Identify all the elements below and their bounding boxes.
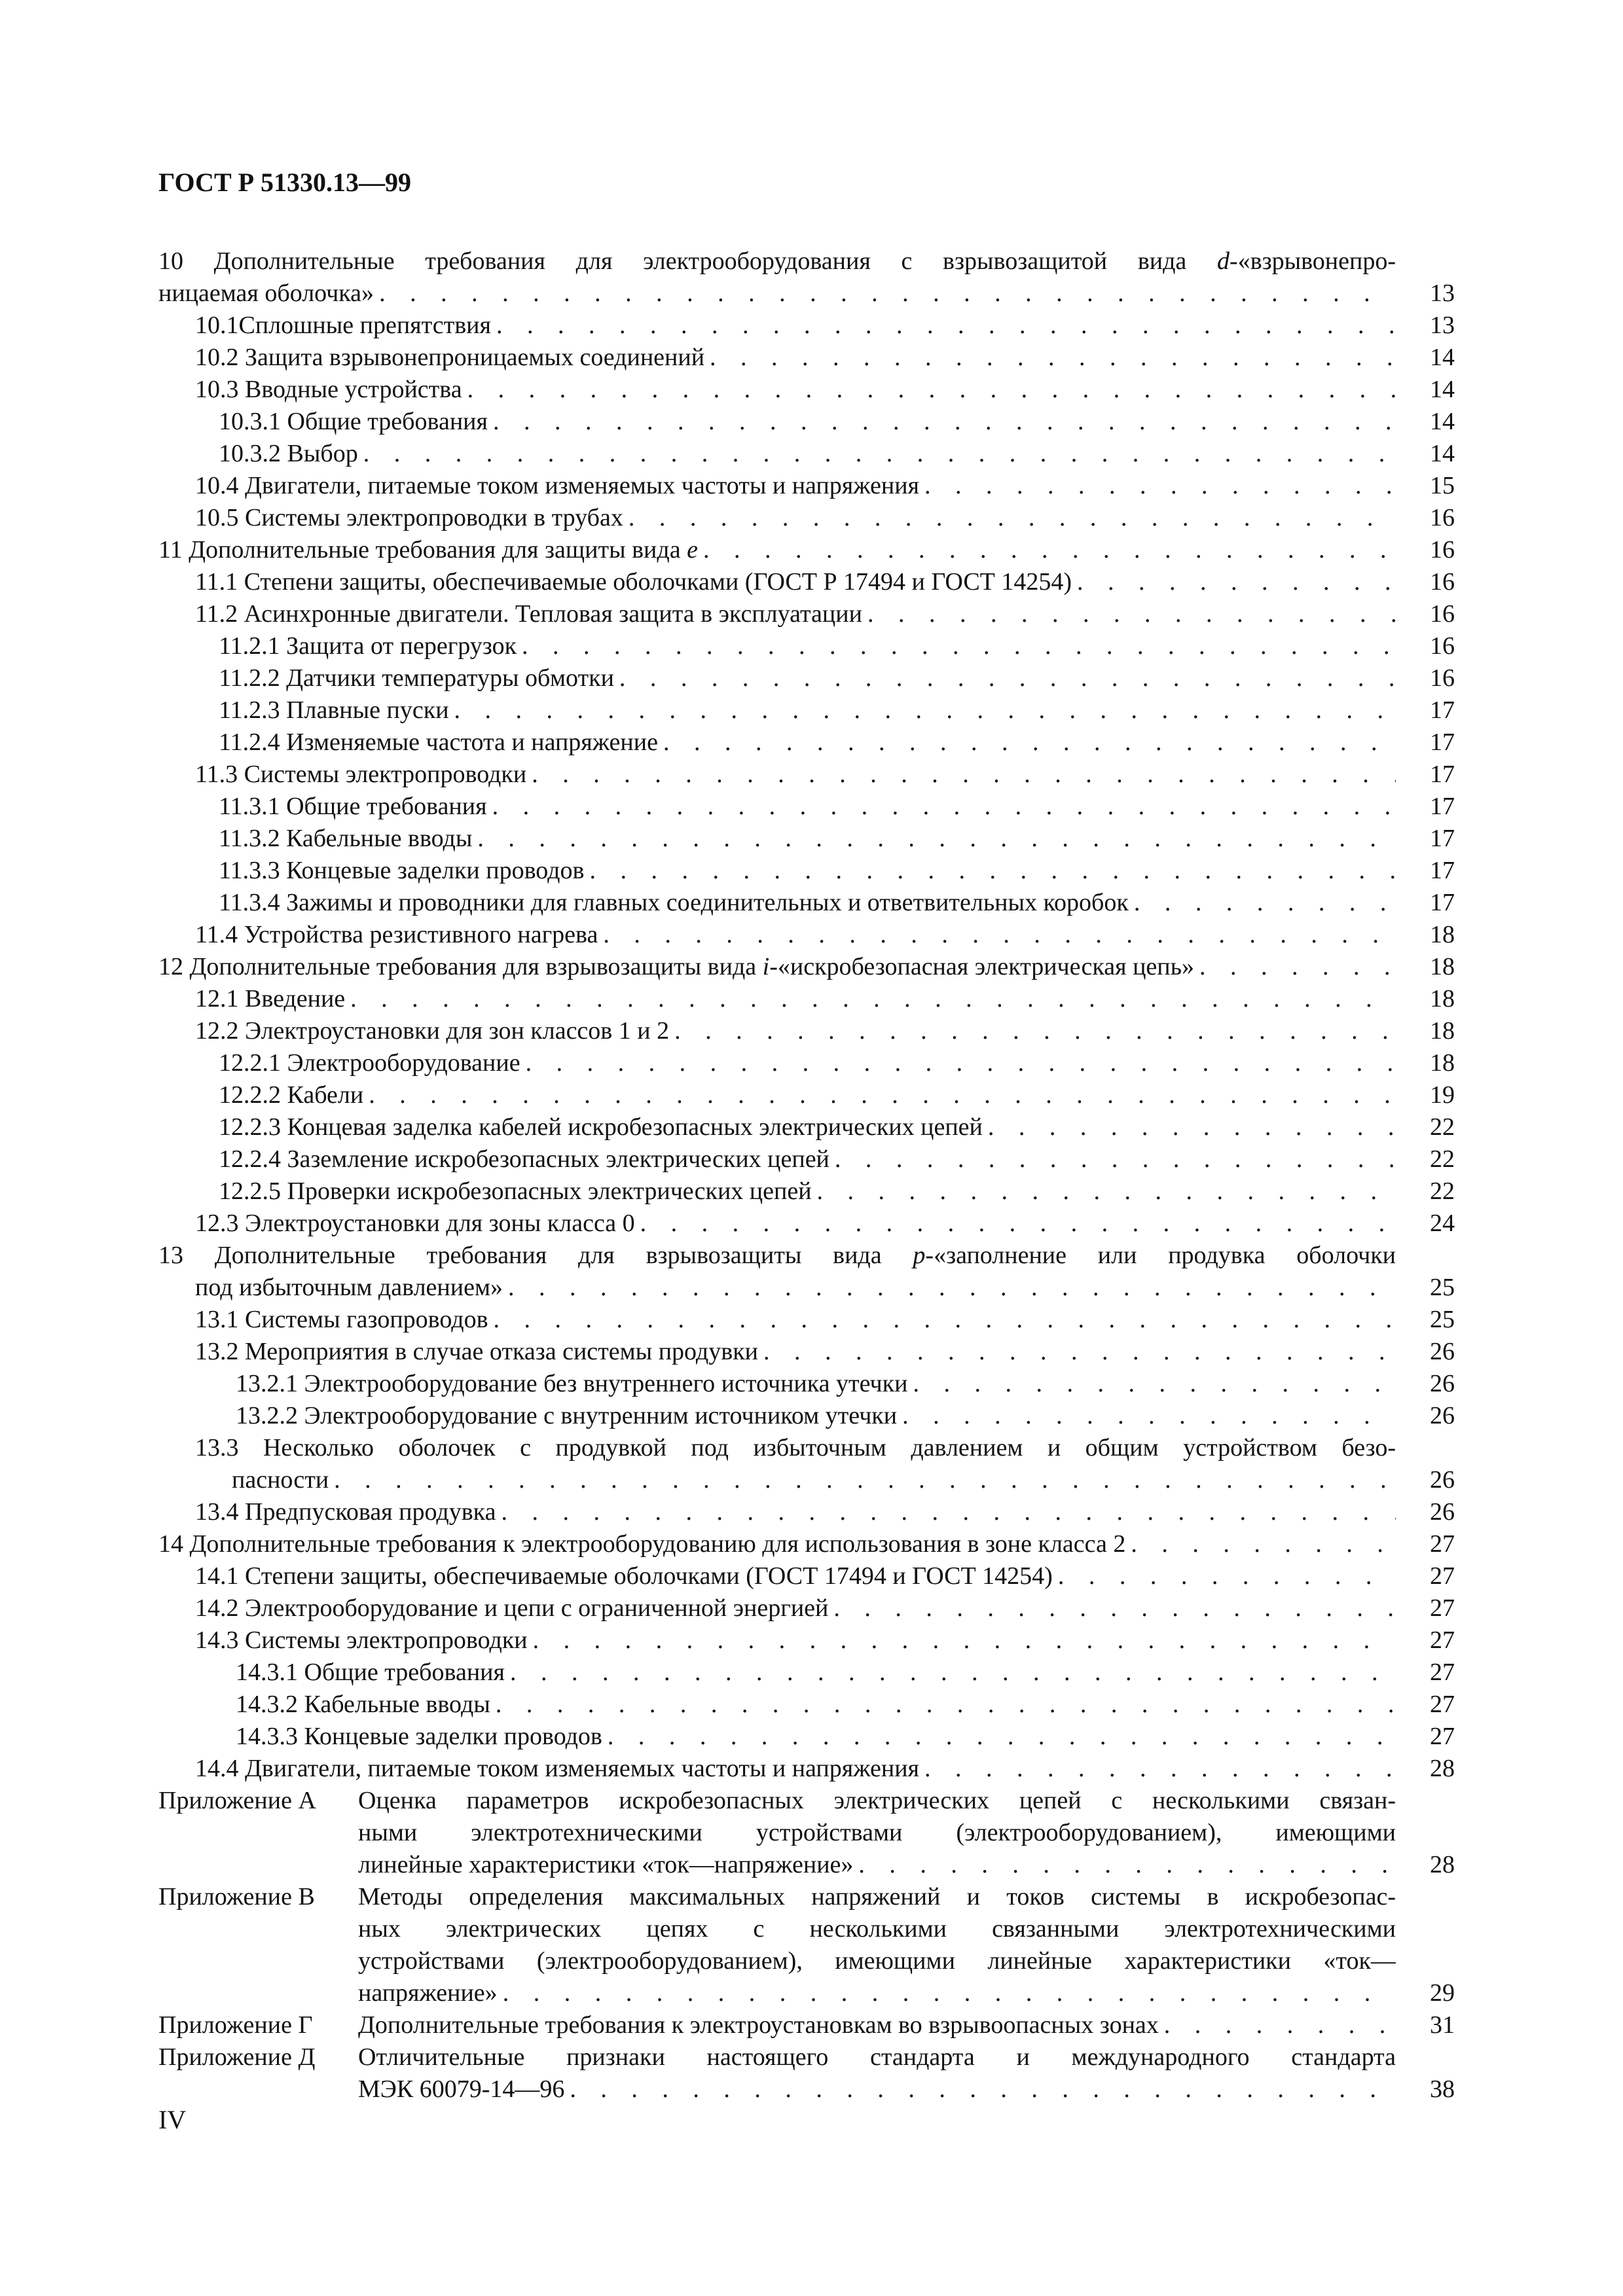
toc-entry[interactable] [158, 1111, 1455, 1143]
dot-leader [758, 1336, 1396, 1368]
toc-entry[interactable] [158, 1496, 1455, 1528]
toc-entry[interactable] [158, 1721, 1455, 1753]
toc-page-number: 18 [1430, 1017, 1455, 1045]
dot-leader [830, 1143, 1396, 1175]
toc-entry[interactable] [158, 502, 1455, 534]
dot-leader [517, 630, 1396, 662]
toc-page-number: 27 [1430, 1659, 1455, 1686]
toc-page-number: 14 [1430, 344, 1455, 371]
toc-entry-title: Дополнительные требования к электроустановкам во взрывоопасных зонах [358, 2011, 1159, 2039]
toc-page-number: 27 [1430, 1530, 1455, 1558]
toc-entry[interactable] [158, 983, 1455, 1015]
dot-leader [812, 1175, 1396, 1208]
toc-entry[interactable] [158, 310, 1455, 342]
toc-page-number: 17 [1430, 825, 1455, 852]
toc-entry-title: 10.3.1 Общие требования [219, 408, 488, 435]
toc-page-number: 17 [1430, 793, 1455, 820]
toc-entry-title: 12 Дополнительные требования для взрывозащиты вида i-«искробезопасная электрическая цепь» [158, 953, 1194, 980]
appendix-label: Приложение А [158, 1787, 316, 1814]
toc-entry-title: под избыточным давлением» [195, 1274, 503, 1301]
dot-leader [329, 1464, 1396, 1496]
toc-entry-title: 10.5 Системы электропроводки в трубах [195, 504, 623, 531]
toc-entry[interactable] [158, 726, 1455, 759]
toc-entry[interactable] [158, 662, 1455, 694]
toc-entry[interactable] [158, 1143, 1455, 1175]
toc-entry[interactable] [158, 245, 1455, 310]
toc-page-number: 16 [1430, 536, 1455, 564]
toc-page-number: 31 [1430, 2011, 1455, 2039]
toc-page-number: 16 [1430, 664, 1455, 692]
toc-entry-text: Методы определения максимальных напряжений и токов системы в искробезопас- [358, 1883, 1396, 1910]
toc-entry-title: 14 Дополнительные требования к электрооборудованию для использования в зоне класса 2 [158, 1530, 1126, 1558]
toc-entry-title: 12.2 Электроустановки для зон классов 1 и 2 [195, 1017, 670, 1045]
dot-leader [488, 406, 1396, 438]
dot-leader [862, 598, 1396, 630]
toc-entry[interactable] [158, 1047, 1455, 1079]
dot-leader [1072, 566, 1396, 598]
toc-page-number: 16 [1430, 568, 1455, 596]
toc-entry[interactable] [158, 630, 1455, 662]
toc-page-number: 26 [1430, 1370, 1455, 1397]
dot-leader [520, 1047, 1396, 1079]
appendix-entry[interactable] [158, 2041, 1455, 2106]
dot-leader [658, 726, 1396, 759]
toc-entry[interactable] [158, 887, 1455, 919]
toc-entry[interactable] [158, 759, 1455, 791]
toc-entry[interactable] [158, 1753, 1455, 1785]
appendix-entry[interactable] [158, 1881, 1455, 2009]
toc-entry[interactable] [158, 1336, 1455, 1368]
dot-leader [487, 791, 1396, 823]
dot-leader [635, 1208, 1396, 1240]
toc-page-number: 22 [1430, 1177, 1455, 1205]
toc-entry-title: 10.3 Вводные устройства [195, 376, 462, 403]
dot-leader [598, 919, 1396, 951]
toc-entry-title: 11.3 Системы электропроводки [195, 761, 527, 788]
toc-page-number: 26 [1430, 1402, 1455, 1429]
toc-entry[interactable] [158, 1175, 1455, 1208]
dot-leader [503, 1272, 1396, 1304]
dot-leader [614, 662, 1396, 694]
toc-entry-text: 13.3 Несколько оболочек с продувкой под избыточным давлением и общим устройством безо- [195, 1434, 1396, 1462]
dot-leader [584, 855, 1396, 887]
toc-entry-title: 12.2.5 Проверки искробезопасных электрических цепей [219, 1177, 812, 1205]
toc-entry-title: 10.2 Защита взрывонепроницаемых соединений [195, 344, 705, 371]
toc-entry[interactable] [158, 1560, 1455, 1592]
toc-page-number: 15 [1430, 472, 1455, 499]
toc-entry[interactable] [158, 1432, 1455, 1496]
dot-leader [919, 1753, 1396, 1785]
toc-entry-title: 14.3 Системы электропроводки [195, 1626, 528, 1654]
dot-leader [669, 1015, 1396, 1047]
dot-leader [505, 1657, 1396, 1689]
toc-entry[interactable] [158, 1592, 1455, 1624]
toc-page-number: 27 [1430, 1691, 1455, 1718]
toc-page-number: 16 [1430, 504, 1455, 531]
dot-leader [698, 534, 1396, 566]
toc-entry[interactable] [158, 1208, 1455, 1240]
dot-leader [623, 502, 1396, 534]
toc-entry-title: МЭК 60079-14—96 [358, 2075, 565, 2103]
toc-entry[interactable] [158, 694, 1455, 726]
toc-entry-title: 11.2.2 Датчики температуры обмотки [219, 664, 614, 692]
toc-entry-title: 12.2.2 Кабели [219, 1081, 364, 1109]
toc-entry[interactable] [158, 1079, 1455, 1111]
toc-entry[interactable] [158, 1624, 1455, 1657]
dot-leader [1129, 887, 1396, 919]
dot-leader [490, 1689, 1396, 1721]
toc-entry[interactable] [158, 1657, 1455, 1689]
toc-entry-title: 14.3.3 Концевые заделки проводов [236, 1723, 602, 1750]
toc-page-number: 22 [1430, 1145, 1455, 1173]
appendix-label: Приложение В [158, 1883, 315, 1910]
toc-page-number: 27 [1430, 1723, 1455, 1750]
appendix-entry[interactable] [158, 1785, 1455, 1881]
toc-entry-title: 12.2.3 Концевая заделка кабелей искробезопасных электрических цепей [219, 1113, 983, 1141]
toc-page-number: 14 [1430, 440, 1455, 467]
dot-leader [363, 1079, 1396, 1111]
toc-entry-title: 13.2.1 Электрооборудование без внутреннего источника утечки [236, 1370, 908, 1397]
dot-leader [1053, 1560, 1396, 1592]
toc-page-number: 27 [1430, 1562, 1455, 1590]
appendix-label: Приложение Г [158, 2011, 313, 2039]
dot-leader [919, 470, 1396, 502]
toc-entry-title: 14.1 Степени защиты, обеспечиваемые оболочками (ГОСТ 17494 и ГОСТ 14254) [195, 1562, 1053, 1590]
toc-entry[interactable] [158, 406, 1455, 438]
toc-entry[interactable] [158, 598, 1455, 630]
dot-leader [462, 374, 1396, 406]
appendix-entry[interactable] [158, 2009, 1455, 2041]
toc-page-number: 25 [1430, 1306, 1455, 1333]
dot-leader [374, 278, 1396, 310]
toc-page-number: 18 [1430, 953, 1455, 980]
toc-page-number: 27 [1430, 1594, 1455, 1622]
toc-entry-title: напряжение» [358, 1979, 498, 2007]
document-header: ГОСТ Р 51330.13—99 [158, 168, 412, 197]
toc-entry[interactable] [158, 470, 1455, 502]
toc-page-number: 28 [1430, 1851, 1455, 1878]
toc-page-number: 16 [1430, 632, 1455, 660]
toc-entry-text: 10 Дополнительные требования для электрооборудования с взрывозащитой вида d-«взрывонепро- [158, 247, 1396, 275]
dot-leader [488, 1304, 1396, 1336]
toc-page-number: 26 [1430, 1498, 1455, 1526]
toc-entry-title: 11.3.4 Зажимы и проводники для главных соединительных и ответвительных коробок [219, 889, 1129, 916]
toc-page-number: 17 [1430, 696, 1455, 724]
toc-entry[interactable] [158, 1400, 1455, 1432]
toc-entry-title: 11.3.2 Кабельные вводы [219, 825, 473, 852]
toc-entry[interactable] [158, 534, 1455, 566]
toc-entry-text: устройствами (электрооборудованием), имеющими линейные характеристики «ток— [358, 1947, 1396, 1975]
toc-page-number: 28 [1430, 1755, 1455, 1782]
dot-leader [828, 1592, 1396, 1624]
toc-entry-title: 13.4 Предпусковая продувка [195, 1498, 496, 1526]
toc-entry-title: 12.3 Электроустановки для зоны класса 0 [195, 1210, 635, 1237]
toc-entry-text: ными электротехническими устройствами (электрооборудованием), имеющими [358, 1819, 1396, 1846]
toc-page-number: 24 [1430, 1210, 1455, 1237]
dot-leader [1159, 2009, 1396, 2041]
toc-entry-title: 14.2 Электрооборудование и цепи с ограниченной энергией [195, 1594, 829, 1622]
toc-entry[interactable] [158, 374, 1455, 406]
toc-entry[interactable] [158, 1689, 1455, 1721]
toc-page-number: 25 [1430, 1274, 1455, 1301]
toc-entry-text: Отличительные признаки настоящего стандарта и международного стандарта [358, 2043, 1396, 2071]
toc-entry-text: 13 Дополнительные требования для взрывозащиты вида p-«заполнение или продувка оболочки [158, 1242, 1396, 1269]
toc-entry-title: 11.4 Устройства резистивного нагрева [195, 921, 598, 948]
dot-leader [853, 1849, 1396, 1881]
toc-entry[interactable] [158, 1368, 1455, 1400]
dot-leader [526, 759, 1396, 791]
toc-entry[interactable] [158, 438, 1455, 470]
toc-page-number: 16 [1430, 600, 1455, 628]
toc-entry-title: 14.4 Двигатели, питаемые током изменяемых частоты и напряжения [195, 1755, 920, 1782]
toc-entry-title: 10.4 Двигатели, питаемые током изменяемых частоты и напряжения [195, 472, 920, 499]
toc-entry-title: 14.3.1 Общие требования [236, 1659, 505, 1686]
toc-entry-title: 11.1 Степени защиты, обеспечиваемые оболочками (ГОСТ Р 17494 и ГОСТ 14254) [195, 568, 1072, 596]
dot-leader [564, 2073, 1396, 2106]
dot-leader [491, 310, 1396, 342]
toc-entry[interactable] [158, 791, 1455, 823]
dot-leader [983, 1111, 1396, 1143]
toc-entry-title: 10.3.2 Выбор [219, 440, 358, 467]
toc-page-number: 17 [1430, 761, 1455, 788]
dot-leader [528, 1624, 1396, 1657]
toc-entry[interactable] [158, 566, 1455, 598]
toc-entry[interactable] [158, 1528, 1455, 1560]
toc-page-number: 13 [1430, 312, 1455, 339]
toc-entry-title: пасности [232, 1466, 329, 1494]
toc-entry-text: Оценка параметров искробезопасных электрических цепей с несколькими связан- [358, 1787, 1396, 1814]
toc-page-number: 14 [1430, 408, 1455, 435]
dot-leader [907, 1368, 1396, 1400]
toc-entry[interactable] [158, 855, 1455, 887]
toc-page-number: 27 [1430, 1626, 1455, 1654]
toc-page-number: 19 [1430, 1081, 1455, 1109]
toc-page-number: 26 [1430, 1466, 1455, 1494]
toc-page-number: 18 [1430, 985, 1455, 1013]
toc-page-number: 18 [1430, 1049, 1455, 1077]
toc-entry[interactable] [158, 1015, 1455, 1047]
toc-entry[interactable] [158, 951, 1455, 983]
toc-entry-title: 11.3.3 Концевые заделки проводов [219, 857, 585, 884]
dot-leader [345, 983, 1396, 1015]
toc-page-number: 22 [1430, 1113, 1455, 1141]
toc-page-number: 38 [1430, 2075, 1455, 2103]
toc-entry-title: 13.2 Мероприятия в случае отказа системы продувки [195, 1338, 759, 1365]
toc-entry-title: ницаемая оболочка» [158, 279, 374, 307]
table-of-contents [158, 245, 1455, 2106]
toc-page-number: 26 [1430, 1338, 1455, 1365]
toc-entry[interactable] [158, 342, 1455, 374]
toc-page-number: 17 [1430, 889, 1455, 916]
dot-leader [472, 823, 1396, 855]
toc-entry-title: 10.1Сплошные препятствия [195, 312, 491, 339]
toc-entry[interactable] [158, 1304, 1455, 1336]
dot-leader [1194, 951, 1396, 983]
dot-leader [496, 1496, 1396, 1528]
page-number: IV [158, 2105, 187, 2134]
toc-entry[interactable] [158, 1240, 1455, 1304]
toc-entry-title: 12.1 Введение [195, 985, 346, 1013]
toc-page-number: 17 [1430, 728, 1455, 756]
toc-entry-title: 14.3.2 Кабельные вводы [236, 1691, 490, 1718]
toc-entry-title: 12.2.1 Электрооборудование [219, 1049, 520, 1077]
toc-page-number: 17 [1430, 857, 1455, 884]
toc-entry[interactable] [158, 823, 1455, 855]
toc-entry-title: линейные характеристики «ток—напряжение» [358, 1851, 854, 1878]
toc-page-number: 18 [1430, 921, 1455, 948]
toc-entry-title: 11.2 Асинхронные двигатели. Тепловая защита в эксплуатации [195, 600, 862, 628]
toc-entry-title: 11.3.1 Общие требования [219, 793, 487, 820]
appendix-label: Приложение Д [158, 2043, 316, 2071]
toc-entry-title: 11.2.4 Изменяемые частота и напряжение [219, 728, 658, 756]
toc-entry-title: 13.1 Системы газопроводов [195, 1306, 488, 1333]
dot-leader [897, 1400, 1396, 1432]
toc-entry-title: 11.2.3 Плавные пуски [219, 696, 449, 724]
dot-leader [704, 342, 1396, 374]
dot-leader [602, 1721, 1396, 1753]
toc-entry-title: 13.2.2 Электрооборудование с внутренним источником утечки [236, 1402, 898, 1429]
toc-entry-title: 11 Дополнительные требования для защиты вида e [158, 536, 698, 564]
toc-page-number: 13 [1430, 279, 1455, 307]
toc-entry-title: 12.2.4 Заземление искробезопасных электрических цепей [219, 1145, 830, 1173]
toc-entry-text: ных электрических цепях с несколькими связанными электротехническими [358, 1915, 1396, 1943]
dot-leader [358, 438, 1396, 470]
toc-entry[interactable] [158, 919, 1455, 951]
toc-entry-title: 11.2.1 Защита от перегрузок [219, 632, 517, 660]
toc-page-number: 29 [1430, 1979, 1455, 2007]
dot-leader [1125, 1528, 1396, 1560]
dot-leader [449, 694, 1396, 726]
dot-leader [498, 1977, 1396, 2009]
toc-page-number: 14 [1430, 376, 1455, 403]
